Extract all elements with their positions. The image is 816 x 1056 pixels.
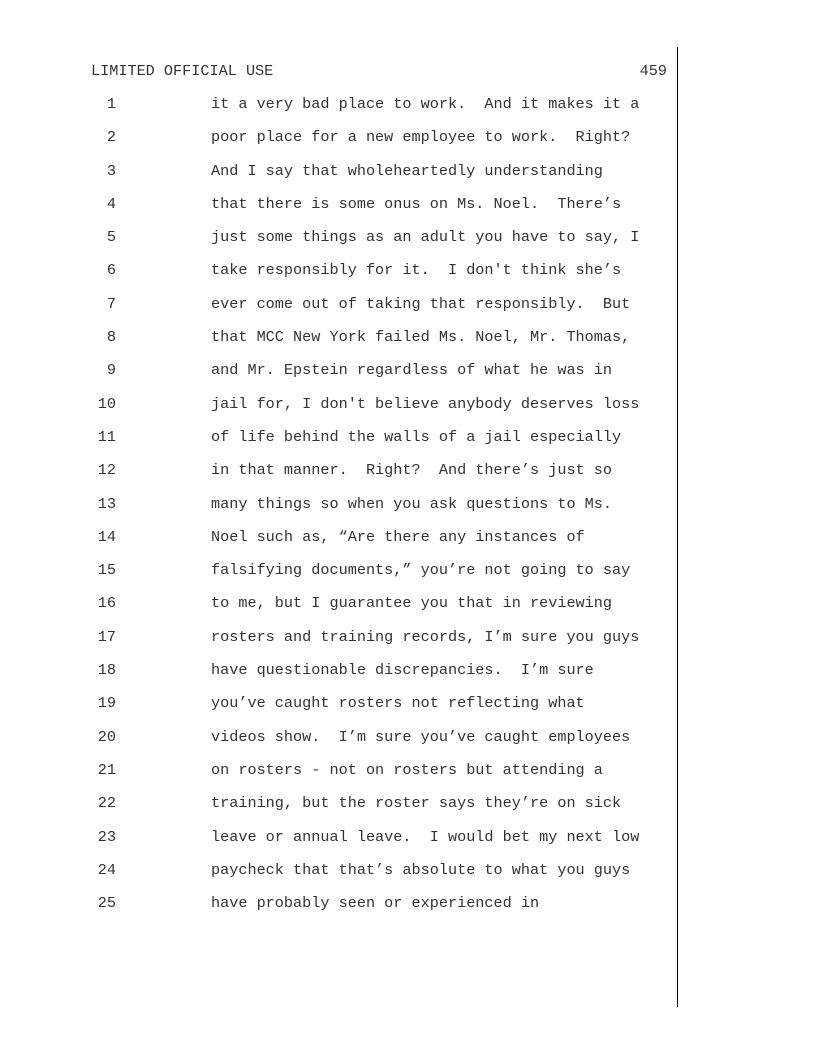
transcript-line — [0, 728, 680, 761]
line-number: 9 — [106, 361, 116, 380]
line-text: that there is some onus on Ms. Noel. There’s — [211, 194, 622, 213]
line-text: rosters and training records, I’m sure you guys — [211, 627, 640, 646]
transcript-line — [0, 794, 680, 827]
transcript-line — [0, 894, 680, 927]
line-number: 14 — [97, 527, 116, 546]
line-number: 22 — [97, 794, 116, 813]
line-number: 15 — [97, 561, 116, 580]
line-number: 19 — [97, 694, 116, 713]
transcript-line — [0, 461, 680, 494]
line-number: 1 — [106, 95, 116, 113]
transcript-line — [0, 761, 680, 794]
line-text: leave or annual leave. I would bet my next low — [211, 827, 640, 846]
classification-marking: LIMITED OFFICIAL USE — [91, 62, 274, 80]
line-text: Noel such as, “Are there any instances of — [211, 527, 585, 546]
line-text: to me, but I guarantee you that in reviewing — [211, 594, 613, 613]
line-text: have questionable discrepancies. I’m sure — [211, 661, 594, 680]
line-number: 7 — [106, 294, 116, 313]
line-number: 6 — [106, 261, 116, 280]
line-number: 23 — [97, 827, 116, 846]
line-text: have probably seen or experienced in — [211, 894, 540, 913]
line-number: 16 — [97, 594, 116, 613]
transcript-line — [0, 395, 680, 428]
transcript-line — [0, 495, 680, 528]
line-number: 21 — [97, 760, 116, 779]
line-number: 2 — [106, 128, 116, 147]
line-number: 20 — [97, 727, 116, 746]
line-number: 4 — [106, 194, 116, 213]
transcript-line — [0, 228, 680, 261]
line-text: in that manner. Right? And there’s just so — [211, 461, 613, 480]
transcript-line — [0, 861, 680, 894]
transcript-line — [0, 661, 680, 694]
transcript-line — [0, 295, 680, 328]
line-text: falsifying documents,” you’re not going to say — [211, 561, 631, 580]
line-text: that MCC New York failed Ms. Noel, Mr. Thomas, — [211, 328, 631, 347]
transcript-line — [0, 162, 680, 195]
transcript-line — [0, 328, 680, 361]
transcript-line — [0, 261, 680, 294]
line-text: videos show. I’m sure you’ve caught employees — [211, 727, 631, 746]
line-text: training, but the roster says they’re on sick — [211, 794, 622, 813]
line-number: 17 — [97, 627, 116, 646]
transcript-line — [0, 828, 680, 861]
line-number: 11 — [97, 427, 116, 446]
transcript-line — [0, 428, 680, 461]
transcript-line — [0, 528, 680, 561]
line-number: 12 — [97, 461, 116, 480]
line-number: 8 — [106, 328, 116, 347]
line-text: just some things as an adult you have to say, I — [211, 228, 640, 247]
line-text: ever come out of taking that responsibly. But — [211, 294, 631, 313]
line-text: you’ve caught rosters not reflecting what — [211, 694, 585, 713]
line-text: And I say that wholeheartedly understanding — [211, 161, 603, 180]
line-text: on rosters - not on rosters but attending a — [211, 760, 603, 779]
line-text: of life behind the walls of a jail especially — [211, 427, 622, 446]
line-text: take responsibly for it. I don't think she’s — [211, 261, 622, 280]
line-text: poor place for a new employee to work. Right? — [211, 128, 631, 147]
transcript-line — [0, 561, 680, 594]
line-number: 25 — [97, 894, 116, 913]
line-number: 18 — [97, 661, 116, 680]
line-text: and Mr. Epstein regardless of what he was in — [211, 361, 613, 380]
transcript-line — [0, 628, 680, 661]
line-number: 24 — [97, 860, 116, 879]
line-number: 3 — [106, 161, 116, 180]
transcript-line — [0, 128, 680, 161]
line-text: it a very bad place to work. And it makes it a — [211, 95, 640, 113]
transcript-line — [0, 694, 680, 727]
line-text: paycheck that that’s absolute to what you guys — [211, 860, 631, 879]
transcript-line — [0, 195, 680, 228]
transcript-line — [0, 361, 680, 394]
line-number: 10 — [97, 394, 116, 413]
page-number: 459 — [639, 62, 667, 80]
transcript-line — [0, 95, 680, 128]
line-text: many things so when you ask questions to Ms. — [211, 494, 613, 513]
line-number: 13 — [97, 494, 116, 513]
transcript-lines — [0, 95, 680, 927]
line-number: 5 — [106, 228, 116, 247]
line-text: jail for, I don't believe anybody deserves loss — [211, 394, 640, 413]
transcript-line — [0, 594, 680, 627]
